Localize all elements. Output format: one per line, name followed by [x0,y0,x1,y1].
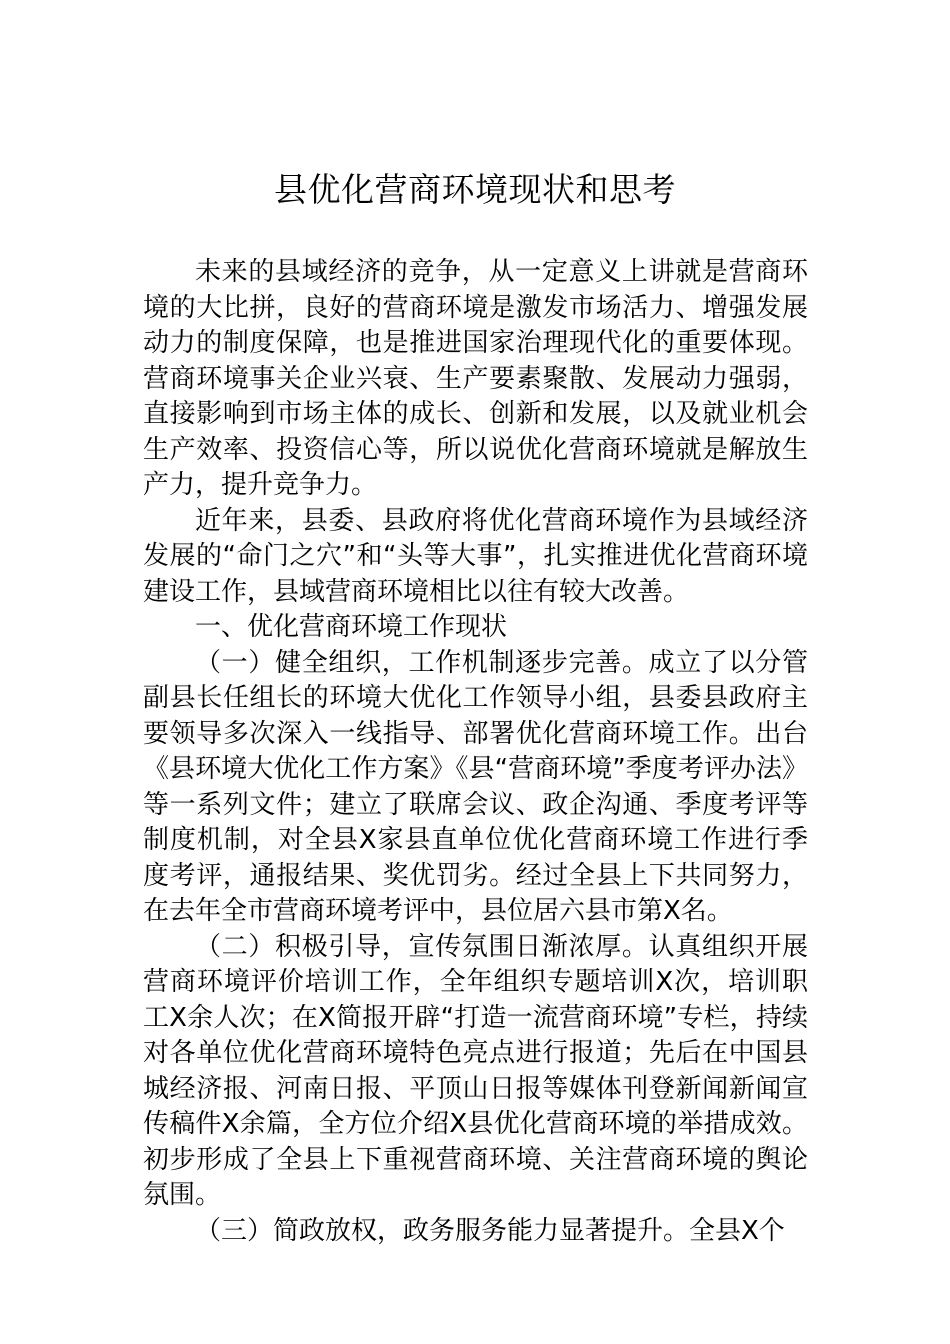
section-paragraph-2: （二）积极引导，宣传氛围日渐浓厚。认真组织开展营商环境评价培训工作，全年组织专题培训X次，培训职工X余人次；在X简报开辟“打造一流营商环境”专栏，持续对各单位优化营商环境特色亮点进行报道；先后在中国县城经济报、河南日报、平顶山日报等媒体刊登新闻新闻宣传稿件X余篇，全方位介绍X县优化营商环境的举措成效。初步形成了全县上下重视营商环境、关注营商环境的舆论氛围。 [143,931,808,1210]
document-title: 县优化营商环境现状和思考 [274,170,676,209]
document-body [143,255,808,1249]
section-paragraph-3: （三）简政放权，政务服务能力显著提升。全县X个 [195,1215,785,1246]
section-paragraph-1: （一）健全组织，工作机制逐步完善。成立了以分管副县长任组长的环境大优化工作领导小组，县委县政府主要领导多次深入一线指导、部署优化营商环境工作。出台《县环境大优化工作方案》《县“营商环境”季度考评办法》等一系列文件；建立了联席会议、政企沟通、季度考评等制度机制，对全县X家县直单位优化营商环境工作进行季度考评，通报结果、奖优罚劣。经过全县上下共同努力，在去年全市营商环境考评中，县位居六县市第X名。 [143,647,808,926]
intro-paragraph-2: 近年来，县委、县政府将优化营商环境作为县域经济发展的“命门之穴”和“头等大事”，扎实推进优化营商环境建设工作，县域营商环境相比以往有较大改善。 [143,505,808,607]
intro-paragraph-1: 未来的县域经济的竞争，从一定意义上讲就是营商环境的大比拼，良好的营商环境是激发市场活力、增强发展动力的制度保障，也是推进国家治理现代化的重要体现。营商环境事关企业兴衰、生产要素聚散、发展动力强弱，直接影响到市场主体的成长、创新和发展，以及就业机会生产效率、投资信心等，所以说优化营商环境就是解放生产力，提升竞争力。 [143,257,808,500]
section-heading: 一、优化营商环境工作现状 [195,612,508,642]
